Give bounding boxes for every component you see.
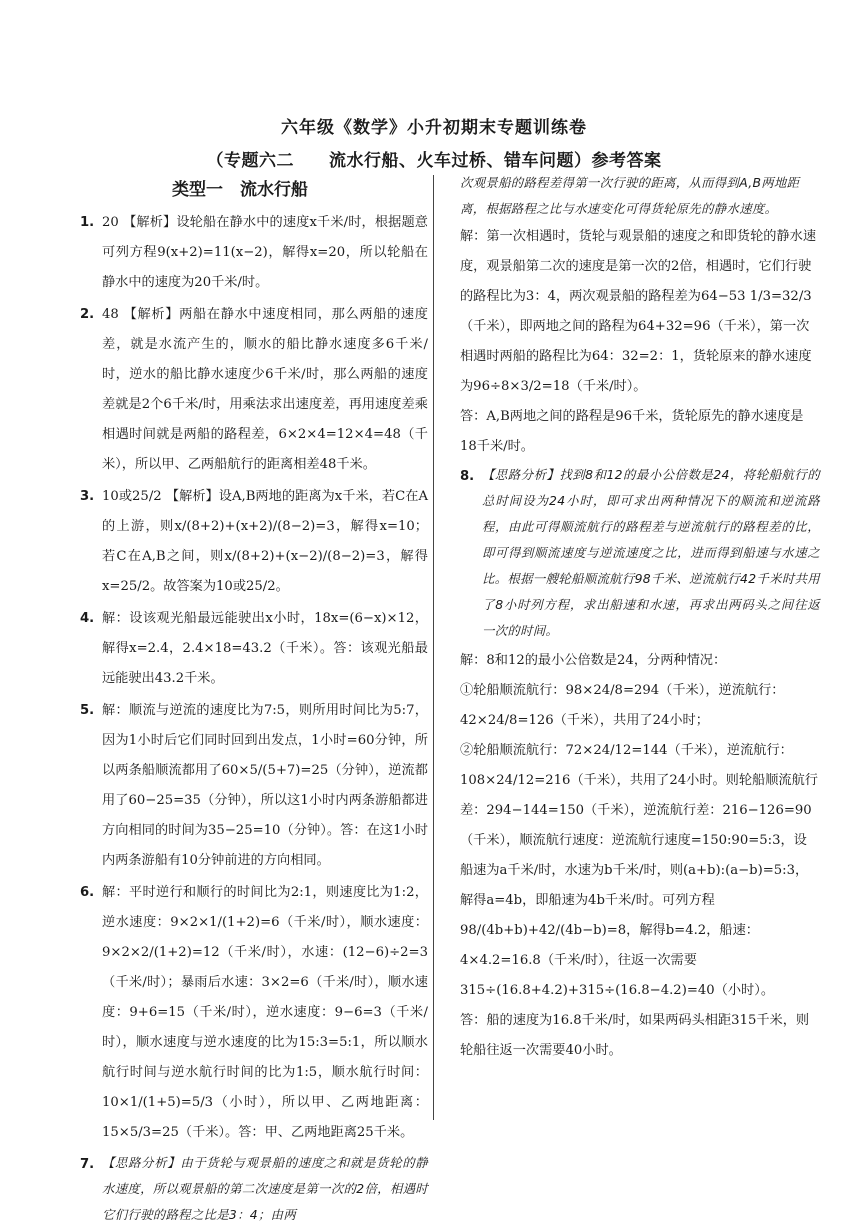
right-column (460, 170, 820, 1066)
item7-answer: 答：A,B两地之间的路程是96千米，货轮原先的静水速度是18千米/时。 (460, 409, 804, 454)
answer-item-5 (80, 696, 428, 876)
item8-analysis: 【思路分析】找到8和12的最小公倍数是24，将轮船航行的总时间设为24小时，即可求出两种情况下的顺流和逆流路程，由此可得顺流航行的路程差与逆流航行的路程差的比，即可得到顺流速度与逆流速度之比，进而得到船速与水速之比。根据一艘轮船顺流航行98千米、逆流航行42千米时共用了8小时列方程，求出船速和水速，再求出两码头之间往返一次的时间。 (482, 467, 820, 638)
item-number: 4. (80, 611, 95, 626)
item-text: 解：顺流与逆流的速度比为7:5，则所用时间比为5:7，因为1小时后它们同时回到出发点，1小时=60分钟，所以两条船顺流都用了60×5/(5+7)=25（分钟），逆流都用了60−25=35（分钟），所以这1小时内两条游船都进方向相同的时间为35−25=10（分钟）。答：在这1小时内两条游船有10分钟前进的方向相同。 (102, 703, 428, 868)
item-number: 3. (80, 489, 95, 504)
section-title: 类型一 流水行船 (172, 180, 308, 200)
item7-analysis-continued: 次观景船的路程差得第一次行驶的距离，从而得到A,B两地距离，根据路程之比与水速变化可得货轮原先的静水速度。 (460, 175, 800, 216)
answer-item-2 (80, 300, 428, 480)
item-number: 7. (80, 1157, 95, 1172)
item-text: 48 【解析】两船在静水中速度相同，那么两船的速度差，就是水流产生的，顺水的船比静水速度多6千米/时，逆水的船比静水速度少6千米/时，那么两船的速度差就是2个6千米/时，用乘法求出速度差，再用速度差乘相遇时间就是两船的路程差，6×2×4=12×4=48（千米），所以甲、乙两船航行的距离相差48千米。 (102, 307, 428, 472)
item-number: 1. (80, 215, 95, 230)
item-text: 【思路分析】由于货轮与观景船的速度之和就是货轮的静水速度，所以观景船的第二次速度是第一次的2倍，相遇时它们行驶的路程之比是3：4；由两 (102, 1155, 428, 1222)
answer-item-8 (460, 462, 820, 644)
column-divider (433, 175, 434, 1120)
item8-case-2: ②轮船顺流航行：72×24/12=144（千米），逆流航行：108×24/12=216（千米），共用了24小时。则轮船顺流航行差：294−144=150（千米），逆流航行差：216−126=90（千米），顺流航行速度：逆流航行速度=150:90=5:3，设船速为a千米/时，水速为b千米/时，则(a+b):(a−b)=5:3，解得a=4b，即船速为4b千米/时。可列方程98/(4b+b)+42/(4b−b)=8，解得b=4.2，船速：4×4.2=16.8（千米/时），往返一次需要315÷(16.8+4.2)+315÷(16.8−4.2)=40（小时）。 (460, 743, 818, 998)
item7-solution: 解：第一次相遇时，货轮与观景船的速度之和即货轮的静水速度，观景船第二次的速度是第一次的2倍，相遇时，它们行驶的路程比为3：4，两次观景船的路程差为64−53 1/3=32/3（千米），即两地之间的路程为64+32=96（千米），第一次相遇时两船的路程比为64：32=2：1，货轮原来的静水速度为96÷8×3/2=18（千米/时）。 (460, 229, 817, 394)
answer-item-3 (80, 482, 428, 602)
item8-intro: 解：8和12的最小公倍数是24，分两种情况： (460, 653, 727, 668)
item-text: 解：设该观光船最远能驶出x小时，18x=(6−x)×12，解得x=2.4，2.4×18=43.2（千米）。答：该观光船最远能驶出43.2千米。 (102, 611, 428, 686)
page-title: 六年级《数学》小升初期末专题训练卷 (281, 118, 587, 138)
item-number: 6. (80, 885, 95, 900)
item8-case-1: ①轮船顺流航行：98×24/8=294（千米），逆流航行：42×24/8=126（千米），共用了24小时； (460, 683, 785, 728)
answer-item-1 (80, 208, 428, 298)
answer-item-7 (80, 1150, 428, 1228)
item-text: 20 【解析】设轮船在静水中的速度x千米/时，根据题意可列方程9(x+2)=11(x−2)，解得x=20，所以轮船在静水中的速度为20千米/时。 (102, 215, 428, 290)
item-text: 解：平时逆行和顺行的时间比为2:1，则速度比为1:2，逆水速度：9×2×1/(1+2)=6（千米/时），顺水速度：9×2×2/(1+2)=12（千米/时），水速：(12−6)÷2=3（千米/时）；暴雨后水速：3×2=6（千米/时），顺水速度：9+6=15（千米/时），逆水速度：9−6=3（千米/时），顺水速度与逆水速度的比为15:3=5:1，所以顺水航行时间与逆水航行时间的比为1:5，顺水航行时间：10×1/(1+5)=5/3（小时），所以甲、乙两地距离：15×5/3=25（千米）。答：甲、乙两地距离25千米。 (102, 885, 428, 1140)
left-column (80, 176, 428, 1230)
item-number: 2. (80, 307, 95, 322)
page-subtitle: （专题六二 流水行船、火车过桥、错车问题）参考答案 (206, 151, 662, 171)
item-text: 10或25/2 【解析】设A,B两地的距离为x千米，若C在A的上游，则x/(8+2)+(x+2)/(8−2)=3，解得x=10；若C在A,B之间，则x/(8+2)+(x−2)/(8−2)=3，解得x=25/2。故答案为10或25/2。 (102, 489, 428, 594)
item-number: 8. (460, 469, 475, 484)
answer-item-4 (80, 604, 428, 694)
item-number: 5. (80, 703, 95, 718)
answer-item-6 (80, 878, 428, 1148)
item8-answer: 答：船的速度为16.8千米/时，如果两码头相距315千米，则轮船往返一次需要40小时。 (460, 1013, 810, 1058)
